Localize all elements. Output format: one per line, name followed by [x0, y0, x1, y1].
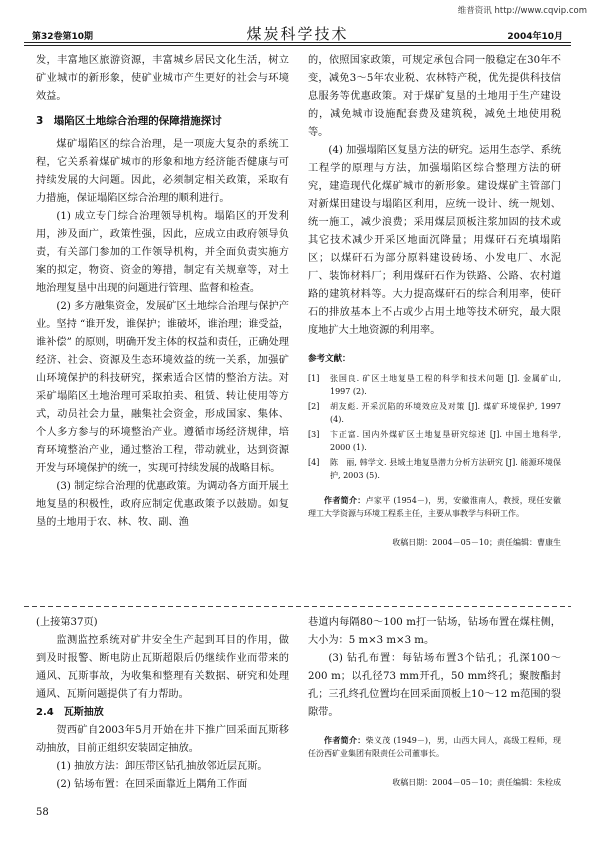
author-label: 作者简介：	[324, 496, 366, 505]
reference-number: [1]	[308, 374, 320, 383]
watermark: 维普资讯 http://www.cqvip.com	[457, 6, 587, 16]
author-text: 卢家平 (1954－)，男，安徽淮南人，教授，现任安徽理工大学资源与环境工程系主任，主要从事教学与科研工作。	[308, 496, 561, 518]
references-heading: 参考文献：	[308, 354, 351, 364]
subsection-heading: 2.4 瓦斯抽放	[36, 707, 104, 718]
header-rule	[24, 45, 571, 46]
reference-number: [3]	[308, 430, 320, 439]
received-date: 收稿日期：2004－05－10；责任编辑：朱栓成	[392, 778, 561, 787]
reference-text: 胡友彪. 开采沉陷的环境效应及对策 [J]. 煤矿环境保护, 1997 (4).	[330, 402, 561, 424]
paragraph: 的，依照国家政策，可规定承包合同一般稳定在30年不变，减免3～5年农业税、农林特产税，优先提供科技信息服务等优惠政策。对于煤矿复垦的土地用于生产建设的，减免城市设施配套费及建筑税，减免土地使用税等。	[308, 55, 561, 138]
paragraph: (1) 抽放方法：卸压带区钻孔抽放邻近层瓦斯。	[56, 761, 268, 772]
upper-right-column	[308, 52, 561, 552]
paragraph: 煤矿塌陷区的综合治理，是一项庞大复杂的系统工程，它关系着煤矿城市的形象和地方经济能否健康与可持续发展的大问题。因此，必须制定相关政策，采取有力措施，保证塌陷区综合治理的顺利进行。	[36, 139, 289, 204]
author-bio	[308, 494, 561, 520]
author-label: 作者简介：	[324, 736, 366, 745]
running-header	[24, 22, 571, 43]
paragraph: 监测监控系统对矿井安全生产起到耳目的作用，做到及时报警、断电防止瓦斯超限后仍继续作业而带来的通风、瓦斯事故，为收集和整理有关数据、研究和处理通风、瓦斯问题提供了有力帮助。	[36, 635, 289, 700]
author-text: 柴义茂 (1949－)，男，山西大同人，高级工程师，现任汾西矿业集团有限责任公司董事长。	[308, 736, 561, 758]
continued-note: (上接第37页)	[36, 617, 98, 628]
paragraph: (1) 成立专门综合治理领导机构。塌陷区的开发利用，涉及面广，政策性强，因此，应成立由政府领导负责，有关部门参加的工作领导机构，并全面负责实施方案的拟定，物资、资金的筹措，制定有关规章等，对土地治理复垦中出现的问题进行管理、监督和检查。	[36, 211, 289, 294]
lower-right-column	[308, 614, 561, 792]
paragraph: (3) 钻孔布置：每钻场布置3个钻孔；孔深100～200 m；以孔径73 mm开孔，50 mm终孔；聚胺酯封孔；三孔终孔位置均在回采面顶板上10～12 m范围的裂隙带。	[308, 653, 561, 718]
reference-item	[308, 372, 561, 398]
reference-text: 卞正富. 国内外煤矿区土地复垦研究综述 [J]. 中国土地科学, 2000 (1).	[330, 430, 561, 452]
paragraph: (2) 钻场布置：在回采面靠近上隅角工作面	[56, 779, 248, 790]
issue-date: 2004年10月	[507, 32, 563, 42]
reference-item	[308, 400, 561, 426]
paragraph: 贺西矿自2003年5月开始在井下推广回采面瓦斯移动抽放，目前正组织安装固定抽放。	[36, 725, 289, 754]
reference-item	[308, 456, 561, 482]
reference-text: 张国良. 矿区土地复垦工程的科学和技术问题 [J]. 金属矿山, 1997 (2).	[330, 374, 561, 396]
paragraph: 发，丰富地区旅游资源，丰富城乡居民文化生活，树立矿业城市的新形象，使矿业城市产生更好的社会与环境效益。	[36, 55, 289, 102]
paragraph: 巷道内每隔80～100 m打一钻场，钻场布置在煤柱侧，大小为：5 m×3 m×3 m。	[308, 617, 561, 646]
paragraph: (2) 多方融集资金，发展矿区土地综合治理与保护产业。坚持 “谁开发，谁保护；谁破坏，谁治理；谁受益，谁补偿” 的原则，明确开发主体的权益和责任，正确处理经济、社会、资源及生态环境效益的统一关系，加强矿山环境保护的科技研究，探索适合区情的整治方法。对采矿塌陷区土地治理可采取拍卖、租赁、转让使用等方式，动员社会力量，融集社会资金，形成国家、集体、个人多方参与的环境整治产业。遵循市场经济规律，培育环境整治产业，通过整治工程，带动就业，达到资源开发与环境保护的统一，实现可持续发展的战略目标。	[36, 301, 289, 474]
page-number: 58	[36, 807, 49, 818]
paragraph: (4) 加强塌陷区复垦方法的研究。运用生态学、系统工程学的原理与方法，加强塌陷区综合整理方法的研究，建造现代化煤矿城市的新形象。建设煤矿主管部门对新煤田建设与塌陷区利用，应统一设计、统一规划、统一施工，减少浪费；采用煤层顶板注浆加固的技术或其它技术减少开采区地面沉降量；用煤矸石充填塌陷区；以煤矸石为部分原料建设砖场、小发电厂、水泥厂、装饰材料厂；利用煤矸石作为铁路、公路、农村道路的建筑材料等。大力提高煤矸石的综合利用率，使矸石的排放基本上不占或少占用土地等技术研究，最大限度地扩大土地资源的利用率。	[308, 145, 561, 336]
reference-item	[308, 428, 561, 454]
volume-issue: 第32卷第10期	[32, 32, 94, 42]
reference-text: 陈 丽, 韩学文. 县域土地复垦潜力分析方法研究 [J]. 能源环境保护, 2003 (5).	[330, 458, 561, 480]
author-bio	[308, 734, 561, 760]
section-heading: 3 塌陷区土地综合治理的保障措施探讨	[36, 115, 222, 127]
paragraph: (3) 制定综合治理的优惠政策。为调动各方面开展土地复垦的积极性，政府应制定优惠政策予以鼓励。如复垦的土地用于农、林、牧、副、渔	[36, 481, 289, 528]
upper-left-column	[36, 52, 289, 532]
reference-number: [2]	[308, 402, 320, 411]
reference-number: [4]	[308, 458, 320, 467]
received-date: 收稿日期：2004－05－10；责任编辑：曹康生	[392, 538, 561, 547]
journal-title: 煤炭科学技术	[246, 25, 349, 43]
section-divider	[24, 604, 571, 610]
lower-left-column	[36, 614, 289, 794]
